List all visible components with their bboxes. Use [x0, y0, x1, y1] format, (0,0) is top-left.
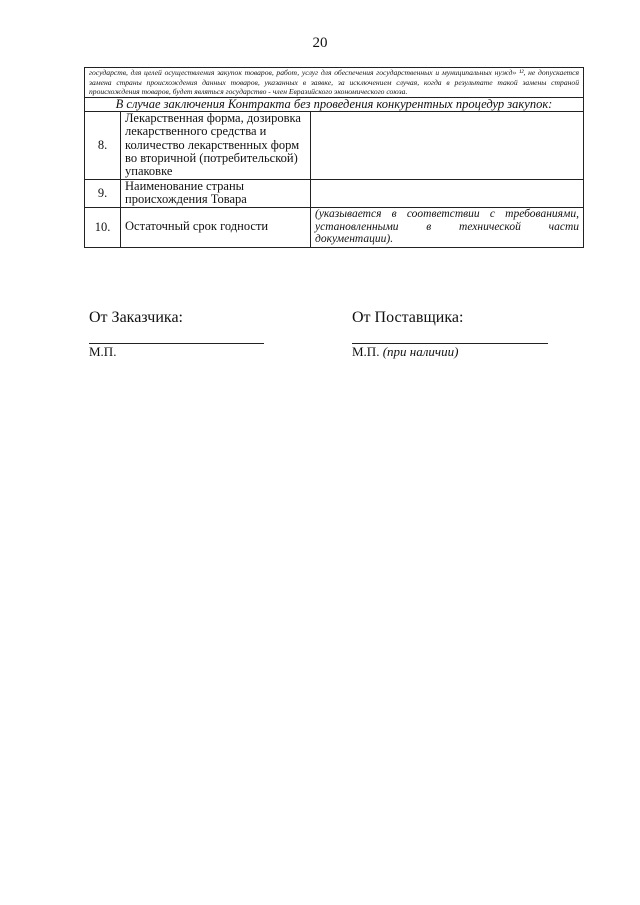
row-value: [311, 179, 584, 207]
page-number: 20: [312, 35, 328, 51]
row-value: (указывается в соответствии с требованиями, установленными в технической части документации).: [311, 207, 584, 247]
supplier-signature-label: От Поставщика:: [352, 309, 464, 326]
table-row: [85, 179, 584, 207]
note-row: [85, 68, 584, 98]
section-title: В случае заключения Контракта без проведения конкурентных процедур закупок:: [85, 97, 584, 111]
supplier-stamp-text: М.П.: [352, 344, 380, 359]
customer-stamp-text: М.П.: [89, 344, 117, 359]
section-row: [85, 97, 584, 111]
row-number: 8.: [85, 111, 121, 179]
table-row: [85, 111, 584, 179]
row-name: Наименование страны происхождения Товара: [121, 179, 311, 207]
table-row: [85, 207, 584, 247]
row-value: [311, 111, 584, 179]
supplier-stamp-label: [352, 344, 458, 360]
table-note: государств, для целей осуществления закупок товаров, работ, услуг для обеспечения государственных и муниципальных нужд» ¹², не допускается замена страны происхождения данных товаров, указанных в заявке, за исключением случая, когда в результате такой замены страной происхождения товаров, будет являться государство - член Евразийского экономического союза.: [85, 68, 584, 98]
row-number: 10.: [85, 207, 121, 247]
specification-table: [84, 67, 584, 248]
customer-stamp-label: [89, 344, 116, 360]
row-name: Остаточный срок годности: [121, 207, 311, 247]
row-name: Лекарственная форма, дозировка лекарственного средства и количество лекарственных форм во вторичной (потребительской) упаковке: [121, 111, 311, 179]
supplier-stamp-note: (при наличии): [382, 344, 459, 359]
row-number: 9.: [85, 179, 121, 207]
customer-signature-label: От Заказчика:: [89, 309, 183, 326]
